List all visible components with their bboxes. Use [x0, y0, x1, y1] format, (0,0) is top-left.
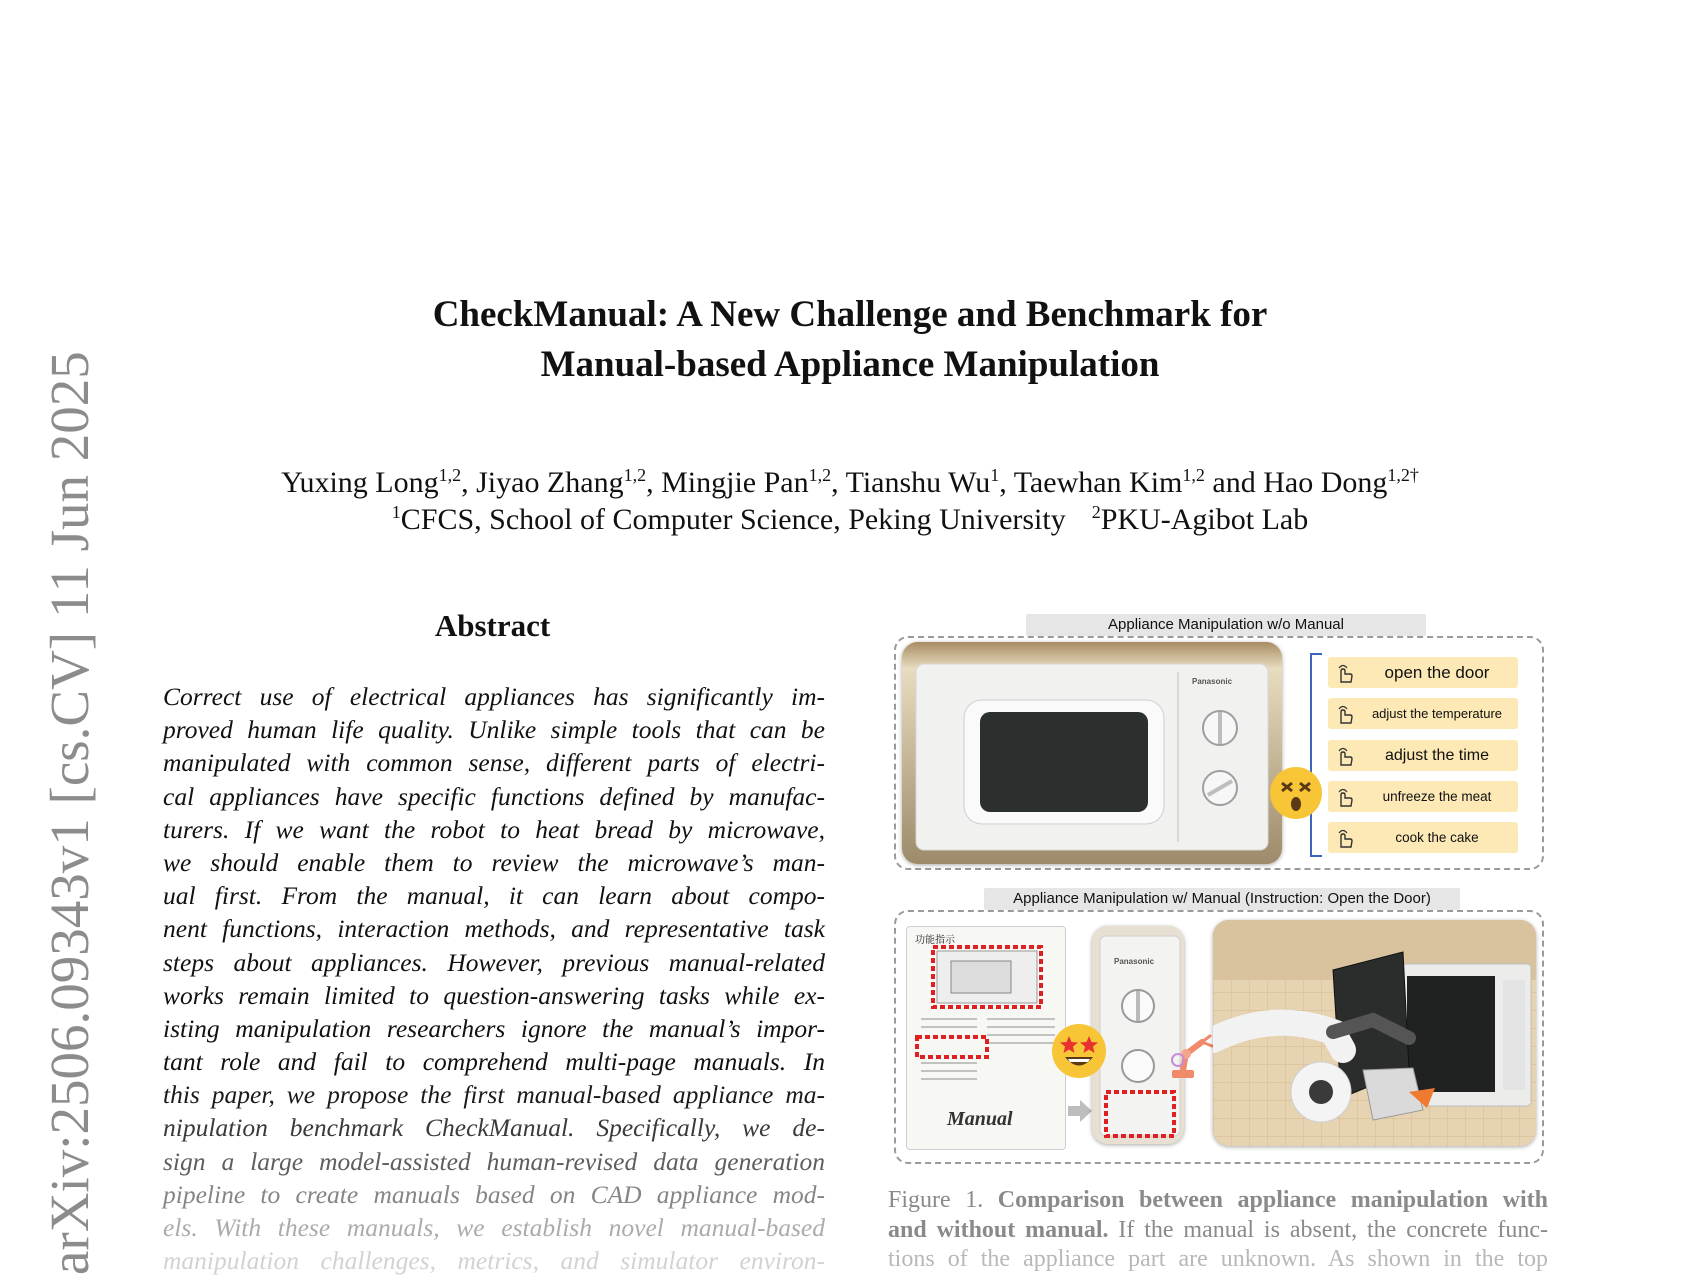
- abstract-line: tant role and fail to comprehend multi-page manuals. In: [163, 1047, 825, 1077]
- task-adjust-the-temperature: adjust the temperature: [1328, 698, 1518, 729]
- manual-header: 功能指示: [915, 935, 955, 946]
- author: Tianshu Wu$^1$,: [845, 465, 1014, 499]
- author: Yuxing Long$^{1,2}$,: [281, 465, 477, 499]
- abstract-line: works remain limited to question-answering tasks while ex-: [163, 980, 825, 1010]
- task-cook-the-cake: cook the cake: [1328, 822, 1518, 853]
- pointing-hand-icon: [1334, 662, 1356, 684]
- abstract-line: isting manipulation researchers ignore the manual’s impor-: [163, 1013, 825, 1043]
- abstract-heading: Abstract: [434, 608, 551, 643]
- arxiv-stamp: arXiv:2506.09343v1 [cs.CV] 11 Jun 2025: [39, 351, 100, 1275]
- affiliation: $^2$PKU-Agibot Lab: [1091, 502, 1309, 536]
- pointing-hand-icon: [1334, 827, 1356, 849]
- title-line-2: Manual-based Appliance Manipulation: [540, 344, 1160, 385]
- pointing-hand-icon: [1334, 786, 1356, 808]
- arrow-right-icon: [1068, 1098, 1092, 1124]
- caption-line: tions of the appliance part are unknown. As shown in the top: [888, 1246, 1548, 1272]
- pointing-hand-icon: [1334, 703, 1356, 725]
- abstract-line: steps about appliances. However, previous manual-related: [163, 947, 825, 977]
- abstract-body: [163, 680, 825, 1277]
- manual-page-image: [906, 926, 1066, 1150]
- abstract-line: manipulated with common sense, different parts of electri-: [163, 748, 825, 778]
- task-unfreeze-the-meat: unfreeze the meat: [1328, 781, 1518, 812]
- task-bracket: [1310, 653, 1322, 857]
- abstract-line: proved human life quality. Unlike simple tools that can be: [163, 715, 825, 745]
- star-struck-emoji: [1052, 1024, 1106, 1078]
- caption-line: Figure 1. Comparison between appliance manipulation with: [888, 1187, 1548, 1213]
- abstract-line: ual first. From the manual, it can learn about compo-: [163, 881, 825, 911]
- robot-arm-icon: [1168, 1030, 1218, 1082]
- figure-top-label: Appliance Manipulation w/o Manual: [1026, 614, 1426, 636]
- manual-word: Manual: [947, 1108, 1013, 1130]
- abstract-line: nipulation benchmark CheckManual. Specifically, we de-: [163, 1113, 825, 1143]
- robot-opening-door-photo: [1213, 920, 1536, 1146]
- dizzy-face-emoji: [1270, 767, 1322, 819]
- author: Hao Dong$^{1,2\dagger}$: [1263, 465, 1419, 499]
- paper-title: [250, 290, 1450, 390]
- affiliation: $^1$CFCS, School of Computer Science, Peking University: [391, 502, 1066, 536]
- abstract-line: sign a large model-assisted human-revised data generation: [163, 1146, 825, 1176]
- author: Mingjie Pan$^{1,2}$,: [661, 465, 846, 499]
- abstract-line: cal appliances have specific functions defined by manufac-: [163, 781, 825, 811]
- author: Taewhan Kim$^{1,2}$ and: [1013, 465, 1264, 499]
- abstract-line: we should enable them to review the microwave’s man-: [163, 847, 825, 877]
- abstract-line: manipulation challenges, metrics, and simulator environ-: [163, 1246, 825, 1276]
- affiliation-list: [150, 492, 1550, 540]
- figure-bottom-label: Appliance Manipulation w/ Manual (Instruction: Open the Door): [984, 888, 1460, 910]
- figure-caption: [888, 1186, 1548, 1275]
- task-open-the-door: open the door: [1328, 657, 1518, 688]
- abstract-line: Correct use of electrical appliances has significantly im-: [163, 682, 825, 711]
- abstract-line: turers. If we want the robot to heat bread by microwave,: [163, 814, 825, 844]
- abstract-line: nent functions, interaction methods, and representative task: [163, 914, 825, 944]
- svg-text:Panasonic: Panasonic: [1114, 957, 1155, 966]
- task-adjust-the-time: adjust the time: [1328, 740, 1518, 771]
- caption-line: and without manual. If the manual is absent, the concrete func-: [888, 1216, 1548, 1243]
- title-line-1: CheckManual: A New Challenge and Benchmark for: [432, 294, 1268, 335]
- abstract-line: pipeline to create manuals based on CAD appliance mod-: [163, 1179, 825, 1209]
- abstract-line: els. With these manuals, we establish novel manual-based: [163, 1213, 825, 1242]
- pointing-hand-icon: [1334, 745, 1356, 767]
- abstract-line: this paper, we propose the first manual-based appliance ma-: [163, 1080, 825, 1110]
- microwave-photo: [902, 642, 1282, 864]
- author: Jiyao Zhang$^{1,2}$,: [476, 465, 662, 499]
- microwave-brand: Panasonic: [1192, 677, 1233, 686]
